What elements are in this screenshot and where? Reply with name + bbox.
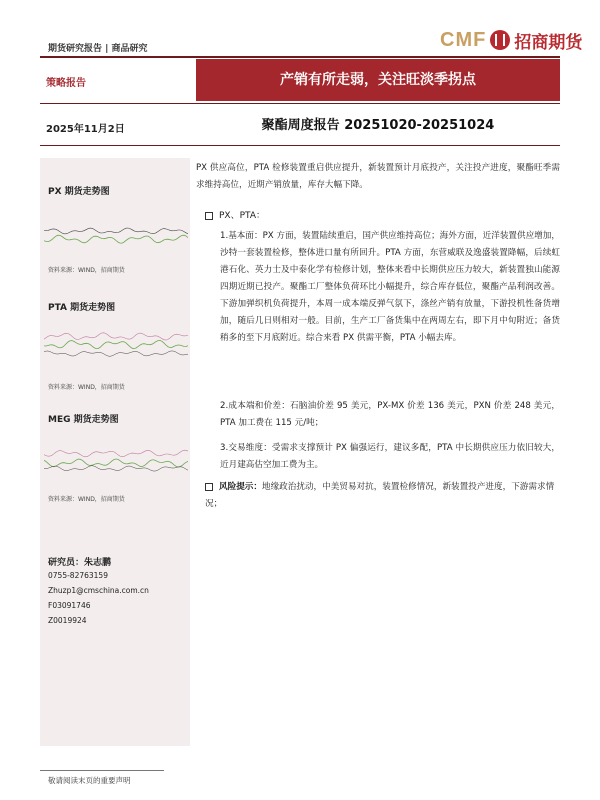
researcher-phone: 0755-82763159 bbox=[48, 571, 108, 580]
company-logo bbox=[440, 26, 582, 54]
divider-3 bbox=[40, 145, 560, 146]
risk-text: 地缘政治扰动，中美贸易对抗，装置检修情况，新装置投产进度，下游需求情况； bbox=[205, 482, 555, 509]
paragraph-1: 1.基本面：PX 方面，装置陆续重启，国产供应维持高位；海外方面，近洋装置供应增加，沙特一套装置检修，整体进口量有所回升。PTA 方面，东营威联及逸盛装置降幅，后续虹港石化、英力士及中泰化学有检修计划，整体来看中长期供应压力较大，新装置独山能源四期近期已投产。聚酯工厂整体负荷环比小幅提升，综合库存低位，聚酯产品利润改善。下游加弹织机负荷提升，本周一成本端反弹气氛下，涤丝产销有放量，下游投机性备货增加，随后几日则相对一般。目前，生产工厂备货集中在两周左右，即下月中旬附近；备货稍多的至下月底附近。综合来看 PX 供需平衡，PTA 小幅去库。 bbox=[220, 231, 560, 343]
chart-pta bbox=[44, 315, 188, 375]
bullet-square-icon bbox=[205, 483, 213, 491]
researcher-id1: F03091746 bbox=[48, 601, 91, 610]
paragraph-2: 2.成本端和价差：石脑油价差 95 美元，PX-MX 价差 136 美元，PXN 价差 248 美元，PTA 加工费在 115 元/吨； bbox=[220, 401, 560, 428]
researcher-name: 研究员：朱志鹏 bbox=[48, 558, 112, 568]
researcher-email: Zhuzp1@cmschina.com.cn bbox=[48, 586, 149, 595]
chart-title-meg: MEG 期货走势图 bbox=[48, 415, 119, 425]
section-heading bbox=[205, 208, 265, 221]
chart-source-pta: 资料来源：WIND，招商期货 bbox=[48, 384, 125, 391]
footer-divider bbox=[40, 770, 164, 771]
chart-title-pta: PTA 期货走势图 bbox=[48, 303, 116, 313]
chart-title-px: PX 期货走势图 bbox=[48, 187, 110, 197]
footer-disclaimer: 敬请阅读末页的重要声明 bbox=[48, 776, 131, 785]
report-type-label: 策略报告 bbox=[46, 78, 86, 89]
report-date: 2025年11月2日 bbox=[46, 124, 125, 135]
report-title: 产销有所走弱，关注旺淡季拐点 bbox=[280, 72, 476, 88]
chart-meg bbox=[44, 428, 188, 488]
chart-source-px: 资料来源：WIND，招商期货 bbox=[48, 267, 125, 274]
logo-text: CMF bbox=[440, 28, 487, 51]
summary-text: PX 供应高位，PTA 检修装置重启供应提升，新装置预计月底投产，关注投产进度，聚酯旺季需求维持高位，近期产销放量，库存大幅下降。 bbox=[196, 163, 560, 190]
risk-warning bbox=[205, 479, 560, 513]
researcher-id2: Z0019924 bbox=[48, 616, 87, 625]
divider-2 bbox=[40, 103, 560, 104]
paragraph-3: 3.交易维度：受需求支撑预计 PX 偏强运行，建议多配，PTA 中长期供应压力依旧较大，近月建高估空加工费为主。 bbox=[220, 443, 560, 470]
chart-px bbox=[44, 200, 188, 260]
report-category: 期货研究报告 | 商品研究 bbox=[48, 44, 148, 54]
chart-source-meg: 资料来源：WIND，招商期货 bbox=[48, 496, 125, 503]
bullet-square-icon bbox=[205, 212, 213, 220]
section-heading-text: PX、PTA： bbox=[219, 211, 265, 221]
divider-top bbox=[40, 56, 560, 58]
logo-icon bbox=[490, 30, 510, 50]
report-subtitle: 聚酯周度报告 20251020-20251024 bbox=[261, 118, 495, 133]
risk-label: 风险提示： bbox=[219, 482, 262, 492]
logo-cn: 招商期货 bbox=[514, 32, 583, 53]
